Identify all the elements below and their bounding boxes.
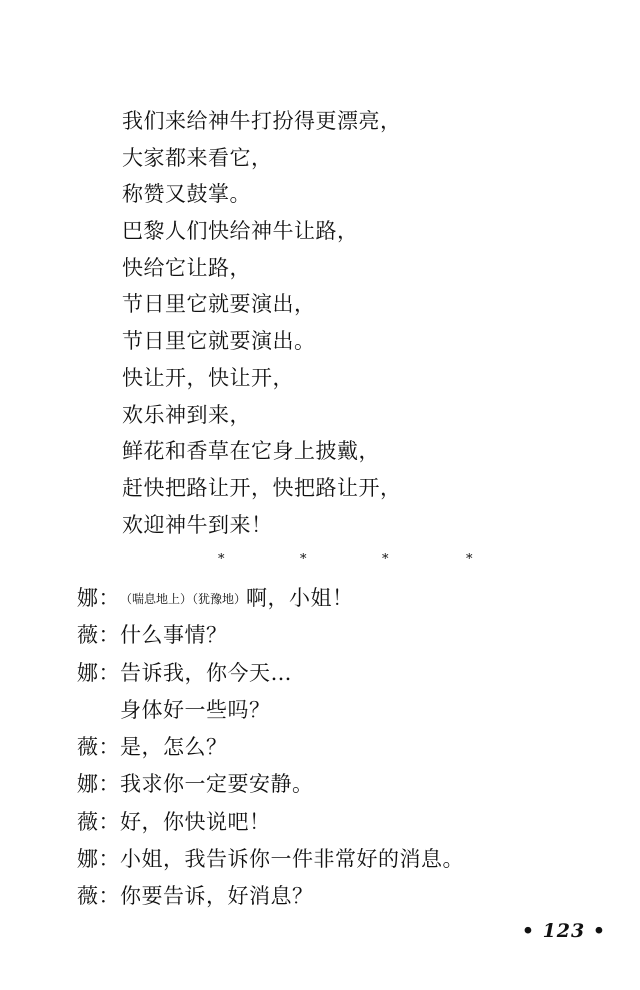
dialogue-line xyxy=(77,878,464,915)
page-number: • 123 • xyxy=(521,920,606,942)
dialogue-line xyxy=(77,617,464,654)
dialogue-line xyxy=(77,655,464,692)
verse-line: 节日里它就要演出。 xyxy=(122,329,316,354)
dialogue-text: 你要告诉，好消息？ xyxy=(120,884,314,909)
dialogue-line xyxy=(77,841,464,878)
dialogue-line xyxy=(77,729,464,766)
speaker-label: 薇： xyxy=(77,884,120,909)
verse-line: 快给它让路， xyxy=(122,255,251,280)
verse-line: 大家都来看它， xyxy=(122,145,273,170)
dialogue-text: 什么事情？ xyxy=(120,623,228,648)
dialogue-text: 身体好一些吗？ xyxy=(120,697,271,722)
verse-line: 欢乐神到来， xyxy=(122,402,251,427)
dialogue-text: 是，怎么？ xyxy=(120,735,228,760)
verse-line: 节日里它就要演出， xyxy=(122,292,316,317)
verse-line: 巴黎人们快给神牛让路， xyxy=(122,219,359,244)
dialogue xyxy=(77,580,464,916)
song-verse xyxy=(122,103,402,543)
separator-star: * xyxy=(300,552,307,567)
verse-line: 快让开，快让开， xyxy=(122,365,294,390)
verse-line: 我们来给神牛打扮得更漂亮， xyxy=(122,109,402,133)
dialogue-text: 我求你一定要安静。 xyxy=(120,772,314,797)
section-separator xyxy=(0,545,640,575)
dialogue-text: 小姐，我告诉你一件非常好的消息。 xyxy=(120,847,464,872)
separator-star: * xyxy=(466,552,473,567)
speaker-label: 薇： xyxy=(77,809,120,834)
verse-line: 欢迎神牛到来！ xyxy=(122,512,273,537)
speaker-label: 娜： xyxy=(77,847,120,872)
dialogue-line xyxy=(77,804,464,841)
dialogue-line xyxy=(77,692,464,729)
verse-line: 称赞又鼓掌。 xyxy=(122,182,251,207)
dialogue-line xyxy=(77,766,464,803)
dialogue-text: 啊，小姐！ xyxy=(246,586,354,610)
dialogue-line xyxy=(77,580,464,617)
separator-star: * xyxy=(382,552,389,567)
speaker-label: 娜： xyxy=(77,772,120,797)
separator-star: * xyxy=(218,552,225,567)
stage-direction: （喘息地上）（犹豫地） xyxy=(120,592,247,606)
speaker-label: 薇： xyxy=(77,623,120,648)
speaker-label: 娜： xyxy=(77,660,120,685)
dialogue-text: 告诉我，你今天… xyxy=(120,660,292,685)
speaker-label: 薇： xyxy=(77,735,120,760)
dialogue-text: 好，你快说吧！ xyxy=(120,809,271,834)
speaker-label: 娜： xyxy=(77,586,120,610)
verse-line: 赶快把路让开，快把路让开， xyxy=(122,475,402,500)
verse-line: 鲜花和香草在它身上披戴， xyxy=(122,439,380,464)
